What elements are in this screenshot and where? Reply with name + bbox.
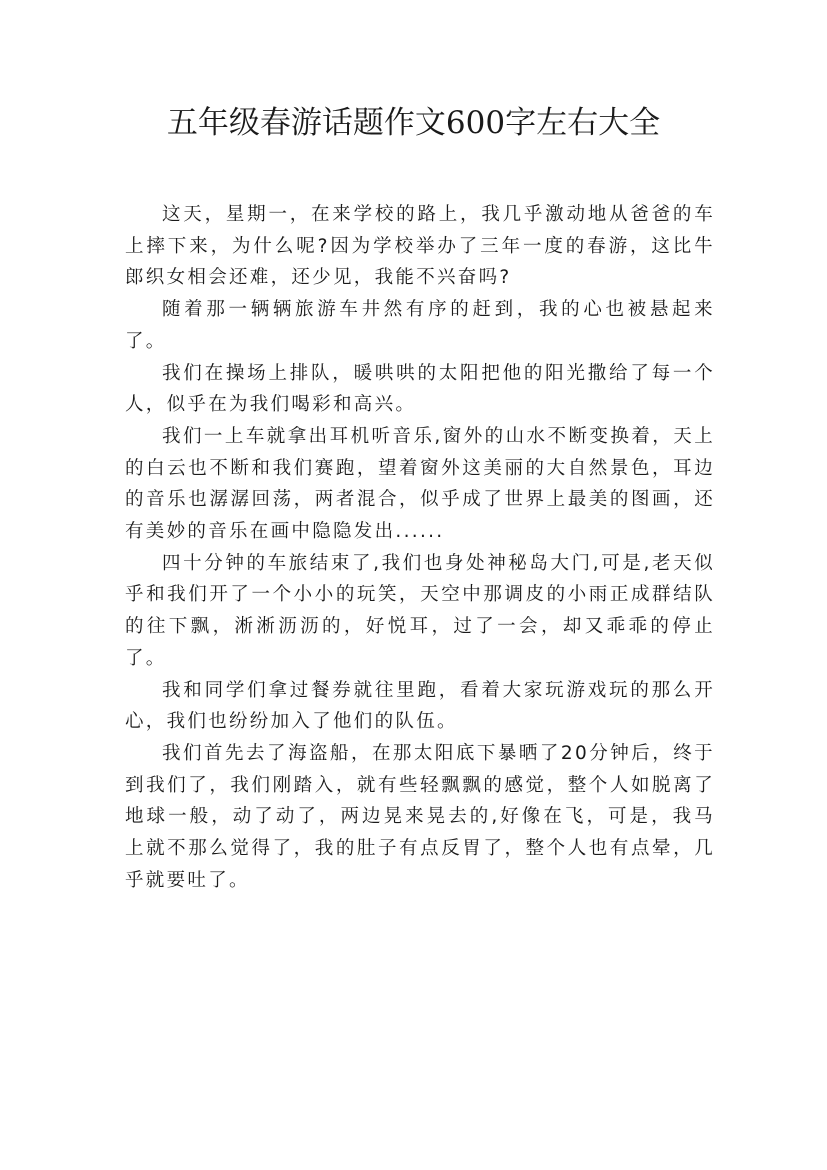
paragraph-6: 我和同学们拿过餐券就往里跑，看着大家玩游戏玩的那么开心，我们也纷纷加入了他们的队伍。	[125, 679, 715, 733]
paragraph-4: 我们一上车就拿出耳机听音乐,窗外的山水不断变换着，天上的白云也不断和我们赛跑，望着窗外这美丽的大自然景色，耳边的音乐也潺潺回荡，两者混合，似乎成了世界上最美的图画，还有美妙的音乐在画中隐隐发出......	[125, 425, 715, 543]
paragraph-3: 我们在操场上排队，暖哄哄的太阳把他的阳光撒给了每一个人，似乎在为我们喝彩和高兴。	[125, 362, 715, 416]
paragraph-1: 这天，星期一，在来学校的路上，我几乎激动地从爸爸的车上摔下来，为什么呢?因为学校举办了三年一度的春游，这比牛郎织女相会还难，还少见，我能不兴奋吗?	[125, 204, 715, 289]
paragraph-2: 随着那一辆辆旅游车井然有序的赶到，我的心也被悬起来了。	[125, 299, 715, 352]
paragraph-5: 四十分钟的车旅结束了,我们也身处神秘岛大门,可是,老天似乎和我们开了一个小小的玩笑，天空中那调皮的小雨正成群结队的往下飘，淅淅沥沥的，好悦耳，过了一会，却又乖乖的停止了。	[125, 552, 715, 669]
document-title: 五年级春游话题作文600字左右大全	[166, 105, 661, 141]
document-body	[125, 199, 715, 896]
paragraph-7: 我们首先去了海盗船，在那太阳底下暴晒了20分钟后，终于到我们了，我们刚踏入，就有些轻飘飘的感觉，整个人如脱离了地球一般，动了动了，两边晃来晃去的,好像在飞，可是，我马上就不那么觉得了，我的肚子有点反胃了，整个人也有点晕，几乎就要吐了。	[125, 742, 715, 891]
